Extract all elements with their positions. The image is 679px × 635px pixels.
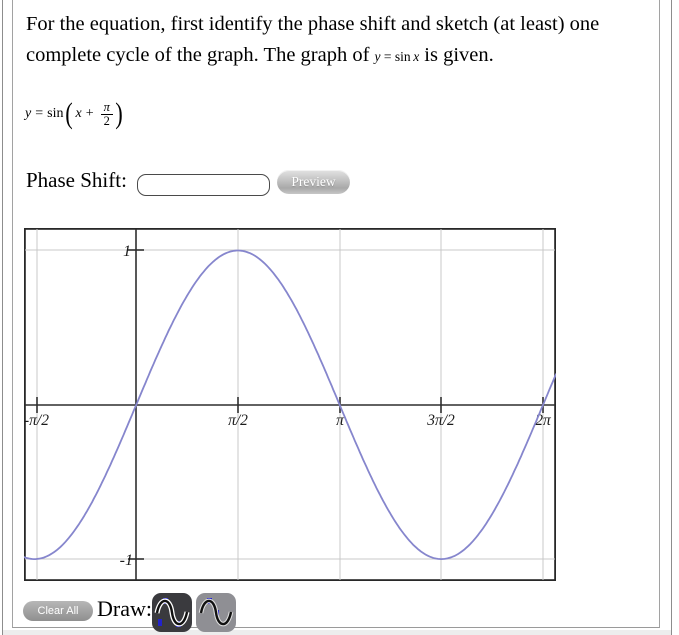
x-tick-label-2pi: 2π [535, 412, 551, 429]
y-tick-label-neg-1: -1 [119, 552, 133, 569]
x-tick-label-pi: π [336, 412, 344, 429]
preview-button[interactable]: Preview [277, 170, 350, 194]
clear-all-button[interactable]: Clear All [23, 601, 93, 621]
phase-shift-label: Phase Shift: [26, 168, 127, 192]
draw-label: Draw: [97, 596, 152, 621]
problem-line-1: For the equation, first identify the phase shift and sketch (at least) one [26, 13, 600, 35]
sine-wave-icon [152, 593, 192, 632]
draw-sine-tool-button[interactable] [196, 593, 236, 632]
page-left-border [2, 0, 3, 635]
target-equation: y = sin ( x + $\frac{\pi}{2}$ ) [25, 97, 123, 130]
sine-wave-icon [196, 593, 236, 632]
page-right-border [671, 0, 672, 635]
y-tick-label-1: 1 [123, 243, 131, 260]
pi-over-2-fraction: $\frac{\pi}{2}$ [101, 101, 113, 128]
draw-sine-tool-button-selected[interactable] [152, 593, 192, 632]
bottom-strip [3, 630, 671, 635]
x-tick-label-neg-pi-over-2: -π/2 [24, 412, 49, 429]
open-paren: ( [65, 97, 74, 130]
close-paren: ) [115, 97, 123, 130]
graph-canvas[interactable] [24, 228, 556, 581]
phase-shift-input[interactable] [137, 174, 270, 196]
problem-line-2: complete cycle of the graph. The graph of y = sin x is given. [26, 44, 494, 66]
problem-statement [26, 9, 661, 72]
inline-equation: y = sin x [374, 49, 420, 64]
x-tick-label-pi-over-2: π/2 [228, 412, 248, 429]
x-tick-label-3pi-over-2: 3π/2 [427, 412, 455, 429]
